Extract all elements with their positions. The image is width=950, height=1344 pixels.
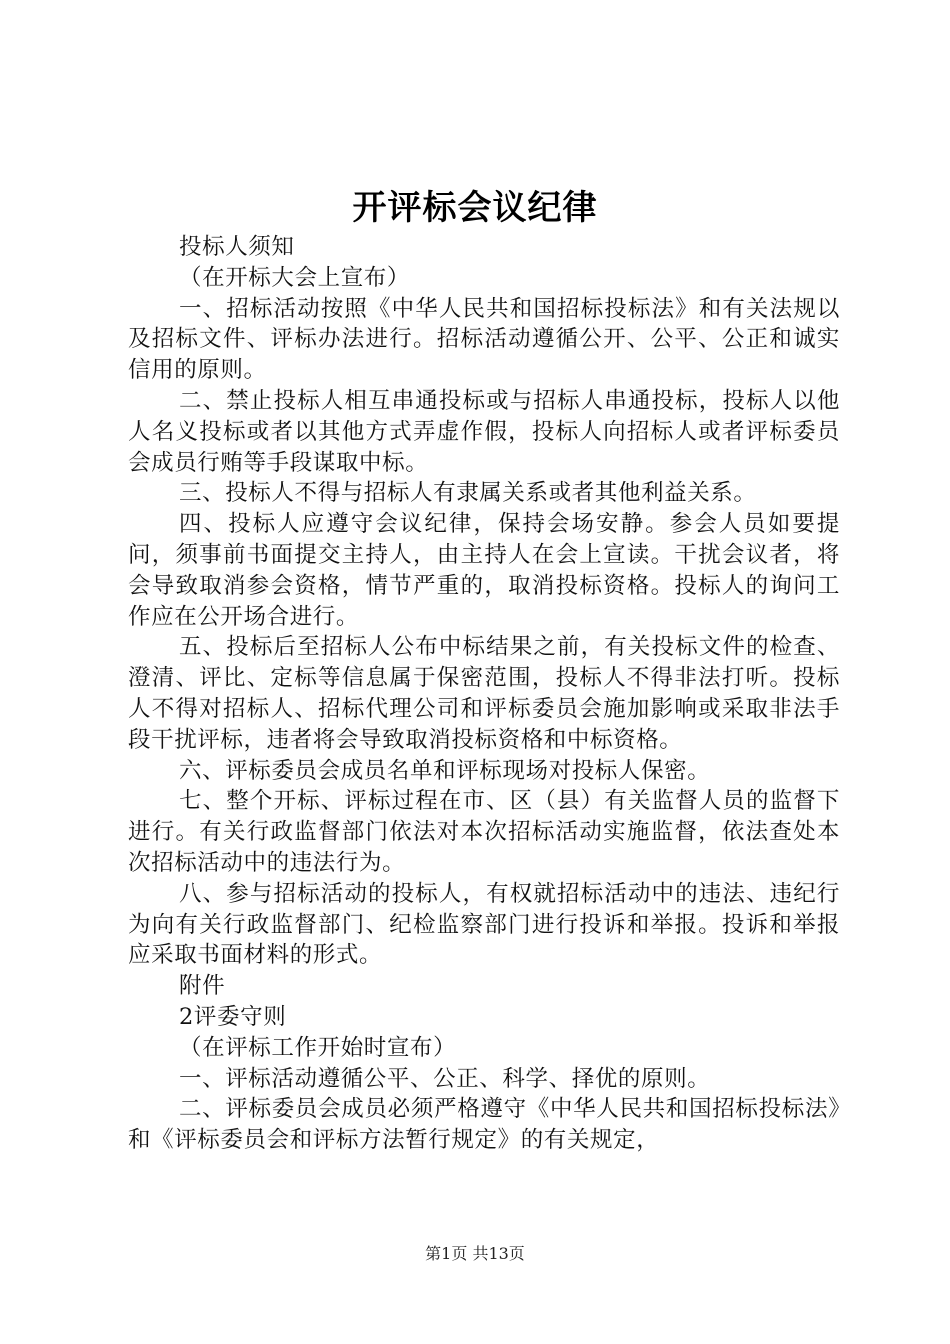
paragraph: 二、禁止投标人相互串通投标或与招标人串通投标，投标人以他人名义投标或者以其他方式弄虚作假，投标人向招标人或者评标委员会成员行贿等手段谋取中标。 — [128, 387, 840, 476]
paragraph: 一、招标活动按照《中华人民共和国招标投标法》和有关法规以及招标文件、评标办法进行。招标活动遵循公开、公平、公正和诚实信用的原则。 — [128, 295, 840, 384]
section-note: （在开标大会上宣布） — [179, 264, 411, 291]
section-heading: 2评委守则 — [179, 1003, 287, 1030]
paragraph: 二、评标委员会成员必须严格遵守《中华人民共和国招标投标法》和《评标委员会和评标方法暂行规定》的有关规定， — [128, 1096, 840, 1154]
paragraph: 一、评标活动遵循公平、公正、科学、择优的原则。 — [179, 1065, 711, 1092]
page-footer: 第1页 共13页 — [425, 1244, 525, 1263]
paragraph: 七、整个开标、评标过程在市、区（县）有关监督人员的监督下进行。有关行政监督部门依法对本次招标活动实施监督，依法查处本次招标活动中的违法行为。 — [128, 788, 840, 876]
paragraph: 八、参与招标活动的投标人，有权就招标活动中的违法、违纪行为向有关行政监督部门、纪检监察部门进行投诉和举报。投诉和举报应采取书面材料的形式。 — [128, 880, 840, 969]
paragraph: 四、投标人应遵守会议纪律，保持会场安静。参会人员如要提问，须事前书面提交主持人，由主持人在会上宣读。干扰会议者，将会导致取消参会资格，情节严重的，取消投标资格。投标人的询问工作应在公开场合进行。 — [128, 511, 840, 630]
paragraph: 五、投标后至招标人公布中标结果之前，有关投标文件的检查、澄清、评比、定标等信息属于保密范围，投标人不得非法打听。投标人不得对招标人、招标代理公司和评标委员会施加影响或采取非法手段干扰评标，违者将会导致取消投标资格和中标资格。 — [128, 634, 840, 753]
document-title: 开评标会议纪律 — [352, 188, 598, 228]
paragraph: 六、评标委员会成员名单和评标现场对投标人保密。 — [179, 757, 711, 784]
paragraph: 三、投标人不得与招标人有隶属关系或者其他利益关系。 — [179, 480, 757, 507]
document-body — [128, 232, 840, 1156]
section-heading: 投标人须知 — [179, 234, 295, 260]
section-heading: 附件 — [179, 973, 226, 1000]
section-note: （在评标工作开始时宣布） — [179, 1034, 457, 1061]
